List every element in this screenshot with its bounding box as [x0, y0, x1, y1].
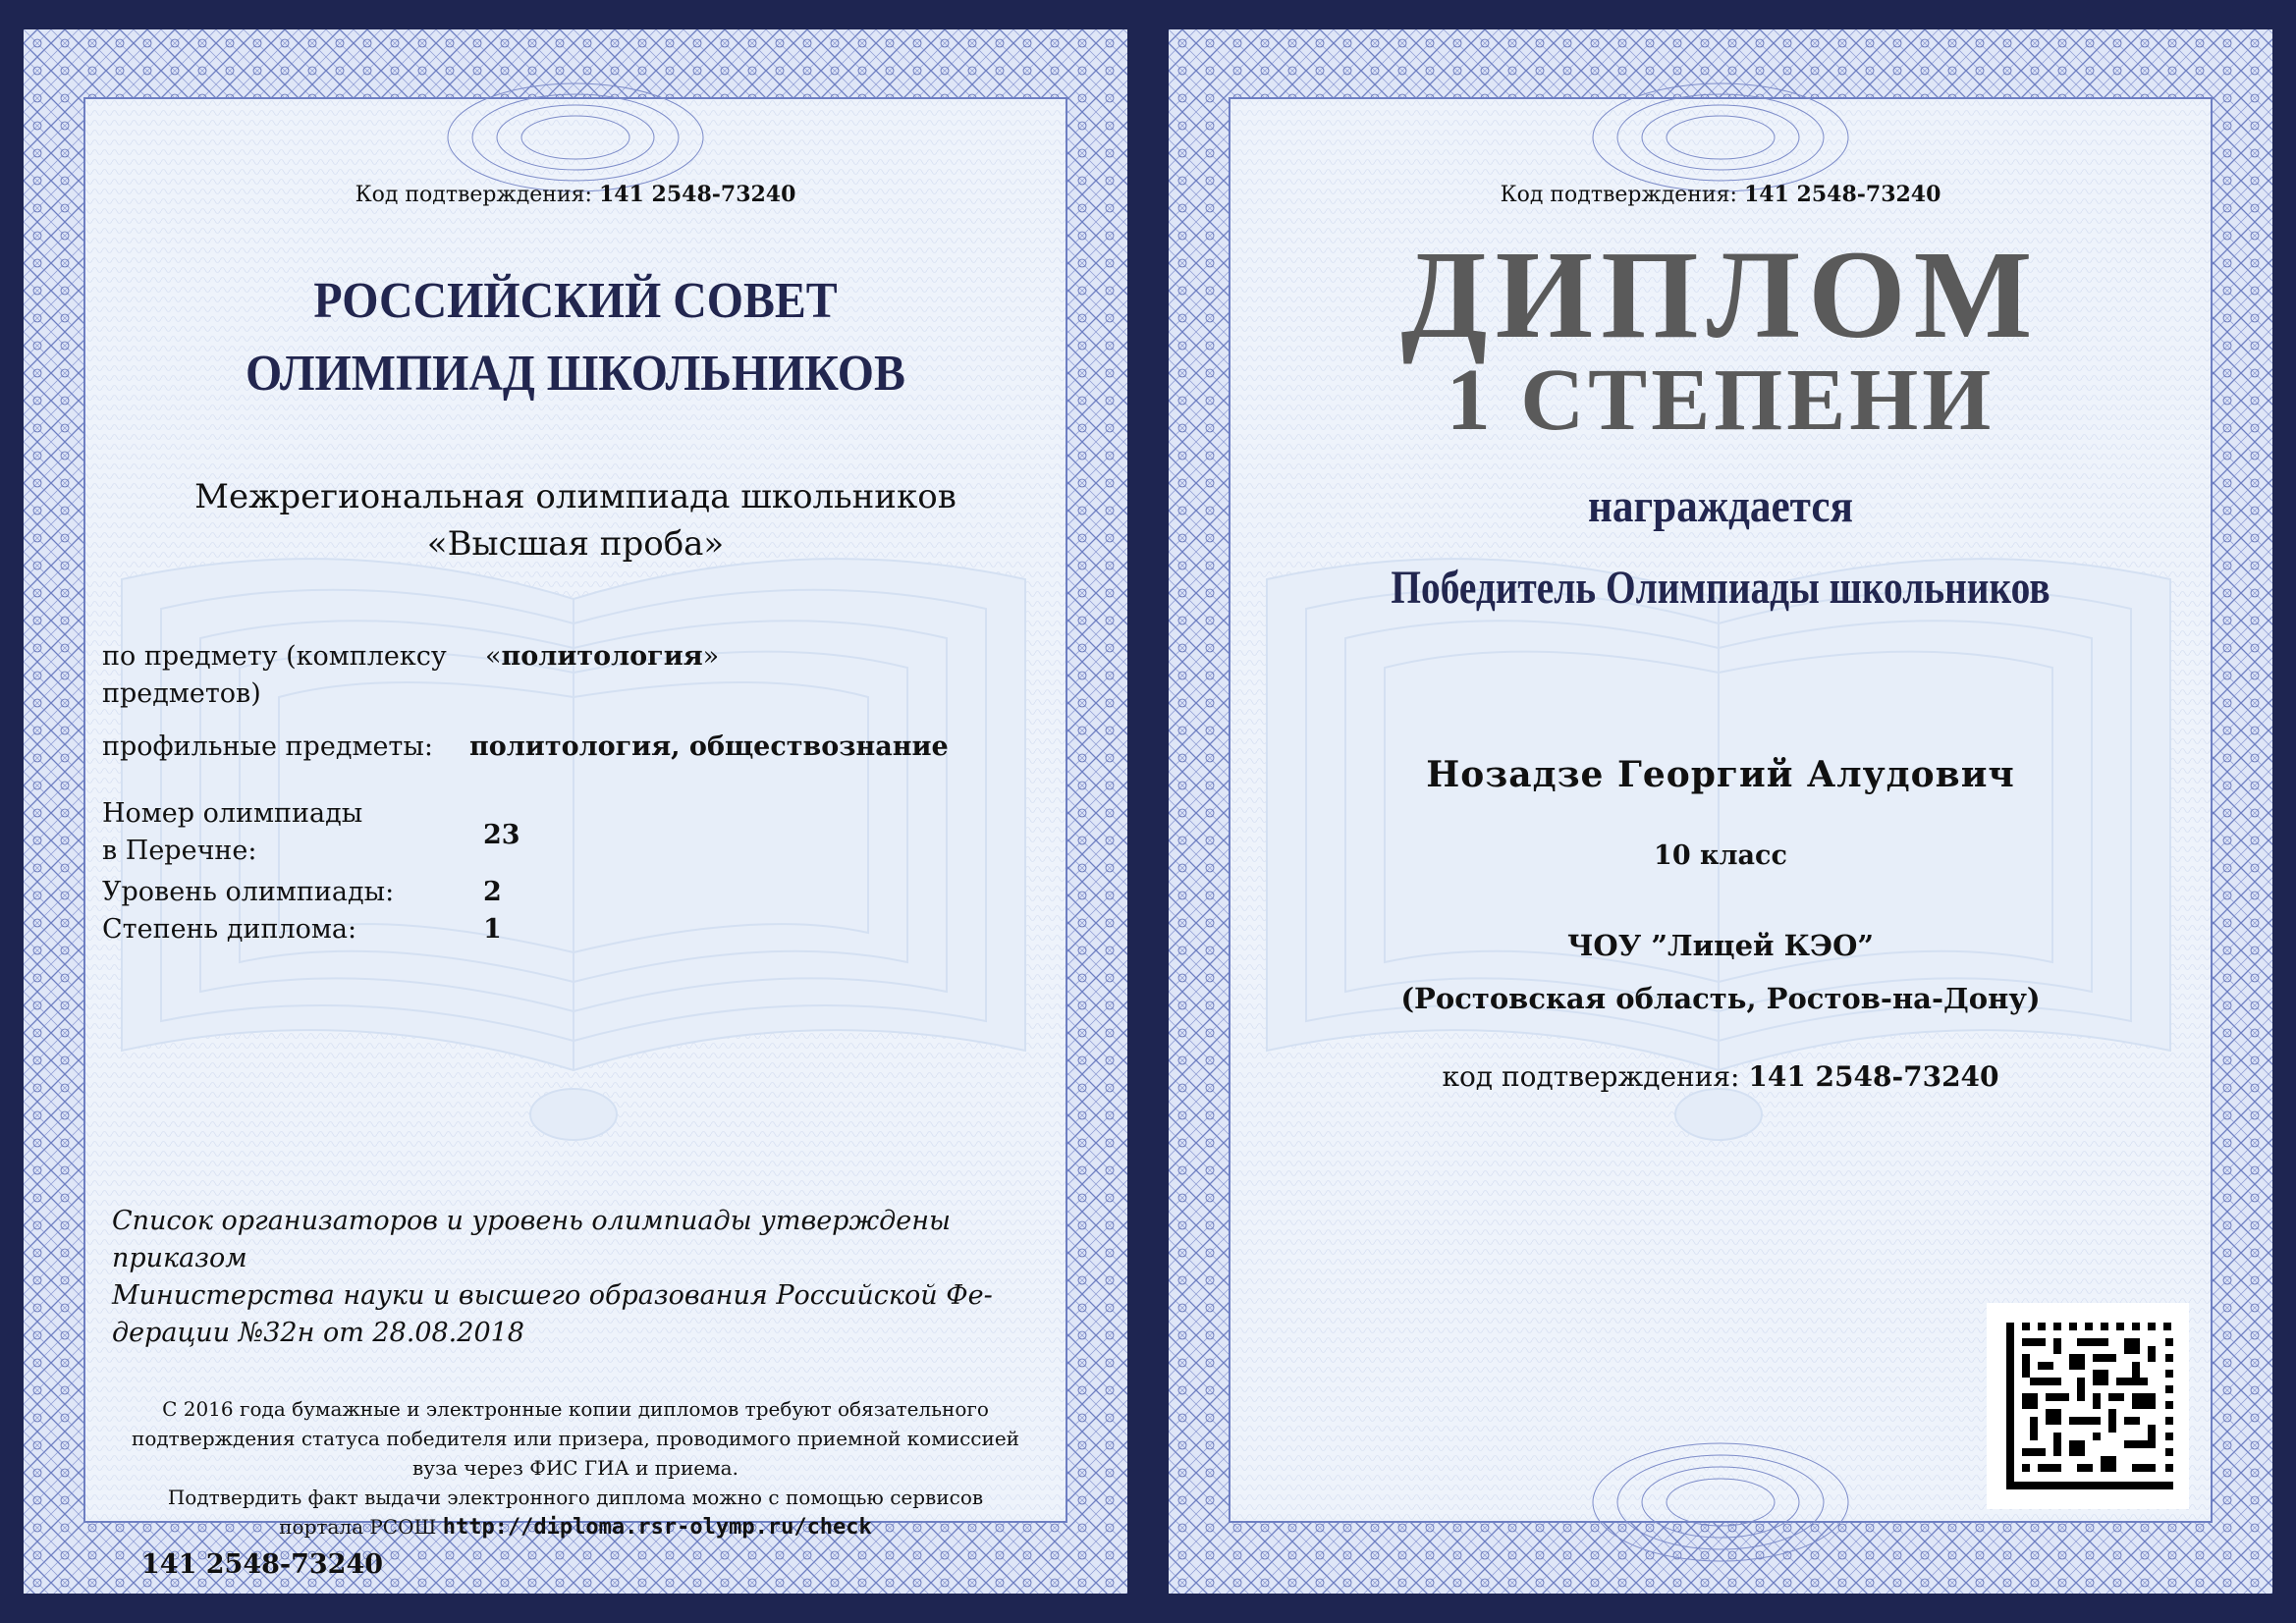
school-region: (Ростовская область, Ростов-на-Дону)	[1400, 982, 2041, 1015]
olympiad-name-line-1: Межрегиональная олимпиада школьников	[194, 477, 957, 516]
note-line-4: Подтвердить факт выдачи электронного диплома можно с помощью сервисов	[167, 1486, 984, 1509]
olympiad-name-line-2: «Высшая проба»	[426, 524, 725, 564]
qr-code	[1987, 1303, 2189, 1509]
level-label: Уровень олимпиады:	[102, 877, 395, 907]
subject-value-text: политология	[501, 641, 703, 672]
degree-word: СТЕПЕНИ	[1520, 352, 1995, 449]
confirmation-code: 141 2548-73240	[598, 182, 796, 207]
confirmation-label: Код подтверждения:	[1500, 183, 1737, 207]
confirmation-line	[1169, 182, 2272, 207]
subject-quote-close: »	[702, 641, 720, 672]
note-line-1: С 2016 года бумажные и электронные копии дипломов требуют обязательного	[162, 1397, 989, 1421]
profile-label: профильные предметы:	[102, 731, 433, 762]
degree-label: Степень диплома:	[102, 914, 357, 945]
profile-value: политология, обществознание	[469, 731, 949, 762]
subject-value	[485, 638, 719, 676]
code-value: 141 2548-73240	[1748, 1060, 1999, 1093]
winner-title: Победитель Олимпиады школьников	[1391, 562, 2050, 614]
diploma-right-page	[1169, 29, 2272, 1594]
diploma-left-page	[24, 29, 1127, 1594]
school-name: ЧОУ ”Лицей КЭО”	[1566, 929, 1875, 962]
subject-label-line-1: по предмету (комплексу	[102, 641, 447, 672]
subject-label-line-2: предметов)	[102, 678, 261, 709]
note-line-5	[24, 1512, 1127, 1542]
diploma-check-link[interactable]: http://diploma.rsr-olymp.ru/check	[442, 1515, 872, 1540]
awarded-text: награждается	[1588, 480, 1853, 532]
qr-code-icon	[1987, 1303, 2189, 1509]
order-line-1: Список организаторов и уровень олимпиады утверждены	[112, 1206, 952, 1236]
number-label	[102, 795, 362, 870]
note-line-3: вуза через ФИС ГИА и приема.	[412, 1456, 738, 1480]
code-label: код подтверждения:	[1442, 1060, 1740, 1093]
order-line-3: Министерства науки и высшего образования Российской Фе-	[112, 1280, 993, 1311]
verification-note	[24, 1394, 1127, 1542]
degree-value: 1	[483, 914, 502, 945]
number-label-line-2: в Перечне:	[102, 836, 257, 866]
order-text	[112, 1203, 1025, 1352]
code-line	[1169, 1060, 2272, 1093]
bottom-confirmation-code: 141 2548-73240	[141, 1549, 384, 1580]
council-title-line-2: ОЛИМПИАД ШКОЛЬНИКОВ	[246, 346, 905, 402]
council-title-line-1: РОССИЙСКИЙ СОВЕТ	[313, 273, 838, 329]
note-line-2: подтверждения статуса победителя или призера, проводимого приемной комиссией	[131, 1427, 1019, 1450]
subject-quote-open: «	[485, 641, 502, 672]
confirmation-line	[24, 182, 1127, 207]
degree-number: 1	[1446, 352, 1495, 449]
level-value: 2	[483, 877, 502, 907]
number-value: 23	[483, 820, 520, 850]
diploma-degree	[1169, 353, 2272, 448]
confirmation-label: Код подтверждения:	[355, 183, 592, 207]
confirmation-code: 141 2548-73240	[1743, 182, 1941, 207]
council-title	[68, 265, 1083, 410]
order-line-4: дерации №32н от 28.08.2018	[112, 1318, 524, 1348]
student-grade: 10 класс	[1654, 840, 1787, 871]
olympiad-name	[24, 473, 1127, 568]
note-line-5-prefix: портала РСОШ	[279, 1515, 437, 1539]
student-name: Нозадзе Георгий Алудович	[1426, 754, 2015, 795]
order-line-2: приказом	[112, 1243, 247, 1273]
diploma-title: ДИПЛОМ	[1400, 225, 2041, 364]
subject-label	[102, 638, 447, 713]
number-label-line-1: Номер олимпиады	[102, 798, 363, 829]
